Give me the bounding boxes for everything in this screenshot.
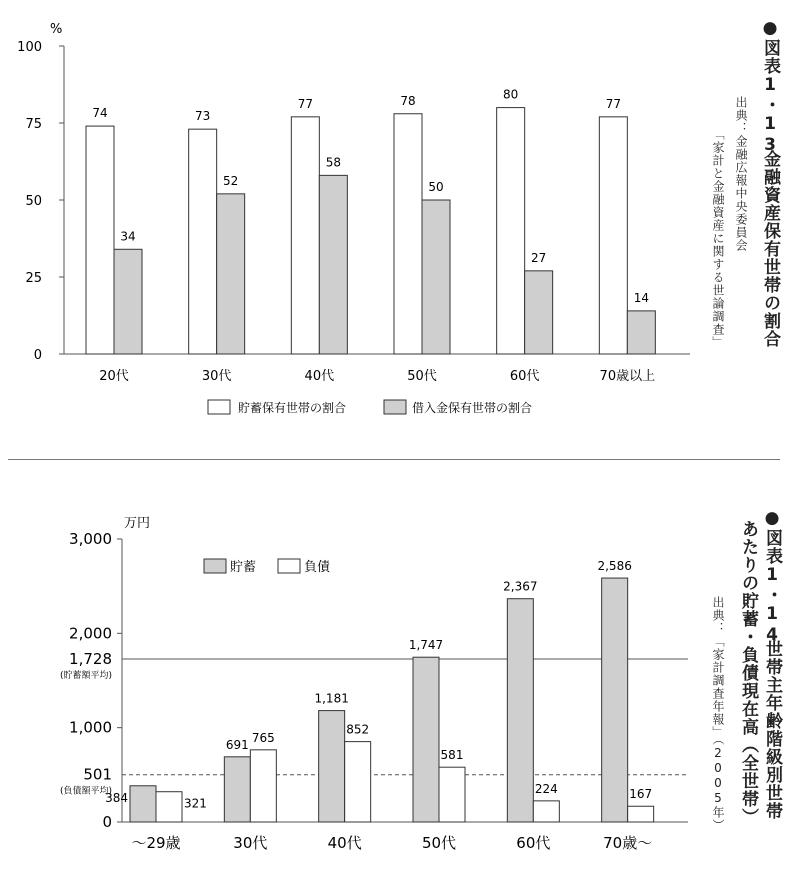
bar-savings [413,657,439,822]
separator-line [8,459,780,460]
y-tick-label: 0 [102,813,112,831]
bar-value-label: 77 [605,96,621,111]
y-tick-label: 75 [25,117,42,132]
bar-value-label: 52 [223,173,239,188]
bar-value-label: 74 [92,106,108,121]
x-tick-label: 70歳～ [603,834,653,852]
bar-value-label: 34 [120,229,136,244]
x-tick-label: ～29歳 [131,834,181,852]
bar-value-label: 14 [633,290,649,305]
y-unit-label: 万円 [124,516,151,531]
x-tick-label: 50代 [421,834,457,852]
y-tick-label: 50 [25,194,42,209]
bar-savings [602,578,628,822]
bar-debt [533,801,559,822]
bar-debt [345,742,371,822]
x-tick-label: 50代 [407,369,437,384]
fig13-title: 金融資産保有世帯の割合 [760,150,780,348]
x-tick-label: 60代 [516,834,551,852]
bar-value-label: 852 [346,722,370,737]
bar-value-label: 167 [629,787,653,802]
bar-value-label: 27 [531,250,547,265]
legend-label-debt: 負債 [304,560,331,575]
reference-sublabel: (負債額平均) [59,786,112,797]
y-tick-label: 25 [25,271,42,286]
bar-value-label: 691 [225,737,249,752]
y-tick-label: 3,000 [69,530,112,548]
legend-label-loan: 借入金保有世帯の割合 [412,401,533,415]
bar-debt [628,806,654,822]
bar-value-label: 384 [105,790,128,805]
x-tick-label: 60代 [509,369,540,384]
fig14-number: ●図表1・14 [762,508,782,646]
y-tick-label: 2,000 [69,624,112,643]
bar-value-label: 2,586 [597,559,632,574]
bar-savings [224,757,250,822]
x-tick-label: 30代 [201,369,232,384]
bar-value-label: 58 [325,155,341,170]
bar-savings [319,711,345,822]
legend-label-saving: 貯蓄保有世帯の割合 [238,401,347,415]
bar-debt [439,767,465,822]
y-tick-label: 100 [17,40,42,55]
x-tick-label: 40代 [304,369,335,384]
fig14-source: 出典：「家計調査年報」（2005年） [711,596,725,832]
bar-value-label: 80 [503,87,519,102]
bar-savings [507,599,533,822]
bar-value-label: 1,181 [314,691,349,706]
reference-sublabel: (貯蓄額平均) [59,670,112,681]
reference-value-label: 501 [83,765,112,784]
x-tick-label: 70歳以上 [599,369,656,384]
fig13-source-label: 出典：金融広報中央委員会 [734,96,748,252]
fig13-number: ●図表1・13 [760,18,780,156]
legend-swatch-debt [278,559,300,573]
x-tick-label: 40代 [327,834,362,852]
bar-debt [250,750,276,822]
fig14-title-line2: あたりの貯蓄・負債現在高（全世帯） [738,520,758,826]
bar-value-label: 581 [440,748,464,763]
bar-value-label: 2,367 [503,579,538,594]
reference-value-label: 1,728 [69,649,112,668]
bar-value-label: 321 [184,796,207,811]
bar-value-label: 50 [428,180,444,194]
legend-swatch-savings [204,559,226,573]
y-tick-label: 0 [33,348,42,363]
bar-value-label: 224 [534,781,558,796]
y-unit-label: % [50,22,63,37]
legend-label-savings: 貯蓄 [230,560,257,575]
bar-value-label: 73 [195,109,211,124]
bar-value-label: 1,747 [408,638,444,653]
bar-debt [156,792,182,822]
bar-savings [130,786,156,822]
bar-value-label: 77 [297,96,313,111]
x-tick-label: 30代 [233,834,268,852]
y-tick-label: 1,000 [69,718,112,737]
bar-value-label: 78 [400,93,416,108]
fig13-source-title: 「家計と金融資産に関する世論調査」 [711,128,725,349]
x-tick-label: 20代 [99,369,129,384]
fig14-title-line1: 世帯主年齢階級別世帯 [762,640,782,820]
bar-value-label: 765 [251,730,275,745]
